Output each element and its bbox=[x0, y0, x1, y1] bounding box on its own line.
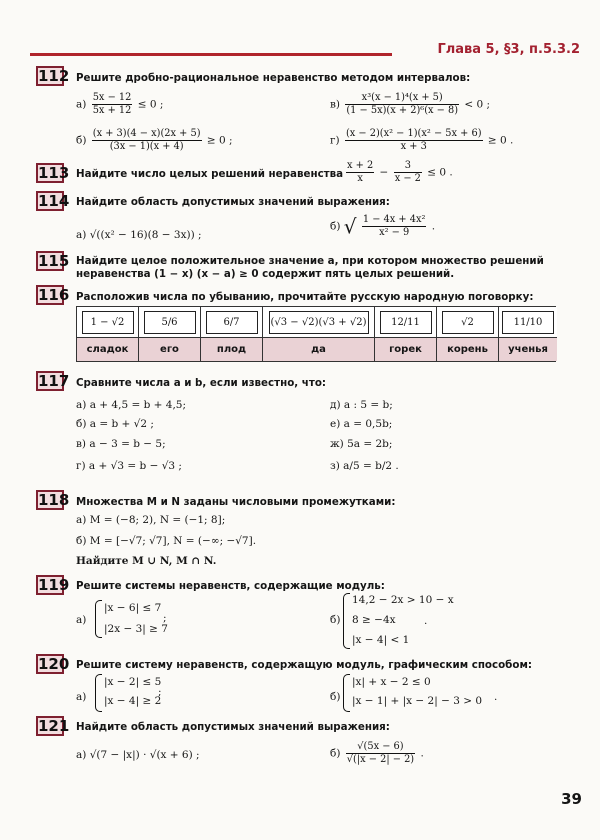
problem-117-item-b: б) a = b + √2 ; bbox=[76, 418, 154, 430]
tail: < 0 ; bbox=[464, 98, 491, 111]
problem-121-a bbox=[76, 749, 200, 761]
chapter-title: Глава 5, §3, п.5.3.2 bbox=[437, 42, 580, 57]
label-a: а) bbox=[76, 614, 87, 626]
problem-116-task: Расположив числа по убыванию, прочитайте русскую народную поговорку: bbox=[76, 291, 534, 303]
label-b: б) bbox=[76, 134, 87, 147]
system-line: |x − 1| + |x − 2| − 3 > 0 bbox=[352, 695, 483, 707]
proverb-table bbox=[76, 306, 556, 362]
tail: . bbox=[420, 747, 424, 760]
problem-118-find: Найдите M ∪ N, M ∩ N. bbox=[76, 555, 217, 567]
label-v: в) bbox=[330, 98, 341, 111]
problem-118-task: Множества M и N заданы числовыми промежутками: bbox=[76, 496, 396, 508]
denominator: x − 2 bbox=[394, 173, 421, 184]
system-brace bbox=[95, 674, 102, 712]
problem-119-task: Решите системы неравенств, содержащие модуль: bbox=[76, 580, 385, 592]
table-cell-word: да bbox=[263, 337, 375, 361]
problem-114-a bbox=[76, 229, 202, 241]
problem-112-task: Решите дробно-рациональное неравенство методом интервалов: bbox=[76, 72, 471, 84]
problem-number-121: 121 bbox=[38, 717, 70, 735]
problem-number-116: 116 bbox=[38, 286, 70, 304]
numerator: 1 − 4x + 4x² bbox=[362, 214, 426, 225]
system-line: |x − 4| ≥ 2 bbox=[104, 695, 162, 707]
problem-117-item-v: в) a − 3 = b − 5; bbox=[76, 438, 166, 450]
label-a: а) bbox=[76, 98, 87, 111]
table-cell-word: ученья bbox=[499, 337, 557, 361]
problem-113-task: Найдите число целых решений неравенства bbox=[76, 168, 344, 180]
problem-112-a bbox=[76, 92, 163, 117]
number-value: 6/7 bbox=[206, 311, 258, 334]
label-g: г) bbox=[330, 134, 340, 147]
table-cell-number bbox=[499, 307, 557, 337]
number-value: 11/10 bbox=[502, 311, 554, 334]
problem-112-v bbox=[330, 92, 490, 117]
table-cell-word: плод bbox=[201, 337, 263, 361]
table-cell-word: корень bbox=[437, 337, 499, 361]
problem-120-task: Решите систему неравенств, содержащую модуль, графическим способом: bbox=[76, 659, 532, 671]
root-icon: √ bbox=[343, 214, 357, 239]
tail: ≤ 0 . bbox=[427, 166, 453, 179]
problem-114-b bbox=[330, 214, 435, 239]
problem-121-b bbox=[330, 741, 424, 766]
problem-117-item-g: г) a + √3 = b − √3 ; bbox=[76, 460, 182, 472]
problem-118-b: б) M = [−√7; √7], N = (−∞; −√7]. bbox=[76, 535, 257, 547]
system-line: |x| + x − 2 ≤ 0 bbox=[352, 676, 431, 688]
tail: ; bbox=[163, 612, 167, 624]
number-value: (√3 − √2)(√3 + √2) bbox=[269, 311, 369, 334]
table-cell-number bbox=[375, 307, 437, 337]
table-cell-word: его bbox=[139, 337, 201, 361]
denominator: 5x + 12 bbox=[92, 105, 132, 116]
problem-117-task: Сравните числа a и b, если известно, что: bbox=[76, 377, 327, 389]
problem-117-item-a: а) a + 4,5 = b + 4,5; bbox=[76, 399, 187, 411]
system-line: |x − 4| < 1 bbox=[352, 634, 410, 646]
problem-number-117: 117 bbox=[38, 372, 70, 390]
label-b: б) bbox=[330, 614, 341, 626]
numerator: 3 bbox=[394, 160, 422, 173]
table-cell-number bbox=[263, 307, 375, 337]
label-b: б) bbox=[330, 691, 341, 703]
page-header bbox=[0, 38, 600, 66]
tail: . bbox=[424, 615, 428, 627]
numerator: (x + 3)(4 − x)(2x + 5) bbox=[92, 128, 201, 139]
page-number: 39 bbox=[561, 790, 582, 808]
numerator: √(5x − 6) bbox=[346, 741, 415, 754]
problem-112-b bbox=[76, 128, 233, 153]
problem-112-g bbox=[330, 128, 513, 153]
tail: . bbox=[494, 691, 498, 703]
table-cell-word: сладок bbox=[77, 337, 139, 361]
numerator: 5x − 12 bbox=[92, 92, 132, 103]
table-cell-number bbox=[201, 307, 263, 337]
problem-number-114: 114 bbox=[38, 192, 70, 210]
denominator: x bbox=[357, 173, 363, 184]
problem-115-task: Найдите целое положительное значение a, при котором множество решений неравенства (1 − x) (x − a) ≥ 0 содержит пять целых решений. bbox=[76, 255, 544, 280]
number-value: 12/11 bbox=[380, 311, 432, 334]
numerator: x + 2 bbox=[347, 160, 374, 171]
label-b: б) bbox=[330, 220, 341, 233]
problem-number-120: 120 bbox=[38, 655, 70, 673]
problem-118-a: а) M = (−8; 2), N = (−1; 8]; bbox=[76, 514, 226, 526]
problem-117-item-d: д) a : 5 = b; bbox=[330, 399, 393, 411]
label-a: а) bbox=[76, 749, 87, 761]
system-brace bbox=[343, 674, 350, 712]
denominator: (1 − 5x)(x + 2)⁶(x − 8) bbox=[346, 105, 459, 116]
tail: ; bbox=[158, 686, 162, 698]
problem-number-119: 119 bbox=[38, 576, 70, 594]
number-value: √2 bbox=[442, 311, 494, 334]
problem-number-118: 118 bbox=[38, 491, 70, 509]
tail: ≤ 0 ; bbox=[137, 98, 164, 111]
table-cell-number bbox=[437, 307, 499, 337]
problem-113-inequality bbox=[344, 160, 453, 185]
system-brace bbox=[343, 593, 350, 649]
bleed-through-text bbox=[520, 60, 600, 790]
numerator: x³(x − 1)⁴(x + 5) bbox=[345, 92, 459, 105]
system-line: 8 ≥ −4x bbox=[352, 614, 396, 626]
problem-117-item-e: е) a = 0,5b; bbox=[330, 418, 393, 430]
label-b: б) bbox=[330, 747, 341, 760]
problem-117-item-z: з) a/5 = b/2 . bbox=[330, 460, 399, 472]
problem-114-task: Найдите область допустимых значений выражения: bbox=[76, 196, 390, 208]
problem-117-item-zh: ж) 5a = 2b; bbox=[330, 438, 393, 450]
label-a: а) bbox=[76, 229, 87, 241]
problem-number-115: 115 bbox=[38, 252, 70, 270]
label-a: а) bbox=[76, 691, 87, 703]
denominator: x² − 9 bbox=[379, 227, 410, 238]
denominator: x + 3 bbox=[400, 141, 427, 152]
system-brace bbox=[95, 600, 102, 638]
table-cell-number bbox=[77, 307, 139, 337]
system-line: |2x − 3| ≥ 7 bbox=[104, 623, 168, 635]
header-divider bbox=[30, 53, 392, 56]
denominator: (3x − 1)(x + 4) bbox=[109, 141, 184, 152]
problem-121-task: Найдите область допустимых значений выражения: bbox=[76, 721, 390, 733]
tail: ≥ 0 ; bbox=[206, 134, 233, 147]
tail: . bbox=[431, 220, 436, 233]
system-line: |x − 6| ≤ 7 bbox=[104, 602, 162, 614]
system-line: |x − 2| ≤ 5 bbox=[104, 676, 162, 688]
numerator: (x − 2)(x² − 1)(x² − 5x + 6) bbox=[345, 128, 482, 139]
minus-sign: − bbox=[379, 166, 389, 179]
table-cell-word: горек bbox=[375, 337, 437, 361]
problem-number-113: 113 bbox=[38, 164, 70, 182]
expression: √(7 − |x|) · √(x + 6) ; bbox=[89, 749, 200, 761]
expression: √((x² − 16)(8 − 3x)) ; bbox=[89, 229, 202, 241]
tail: ≥ 0 . bbox=[487, 134, 514, 147]
number-value: 5/6 bbox=[144, 311, 196, 334]
number-value: 1 − √2 bbox=[82, 311, 134, 334]
denominator: √(|x − 2| − 2) bbox=[346, 754, 415, 765]
table-cell-number bbox=[139, 307, 201, 337]
system-line: 14,2 − 2x > 10 − x bbox=[352, 594, 454, 606]
problem-number-112: 112 bbox=[38, 67, 70, 85]
